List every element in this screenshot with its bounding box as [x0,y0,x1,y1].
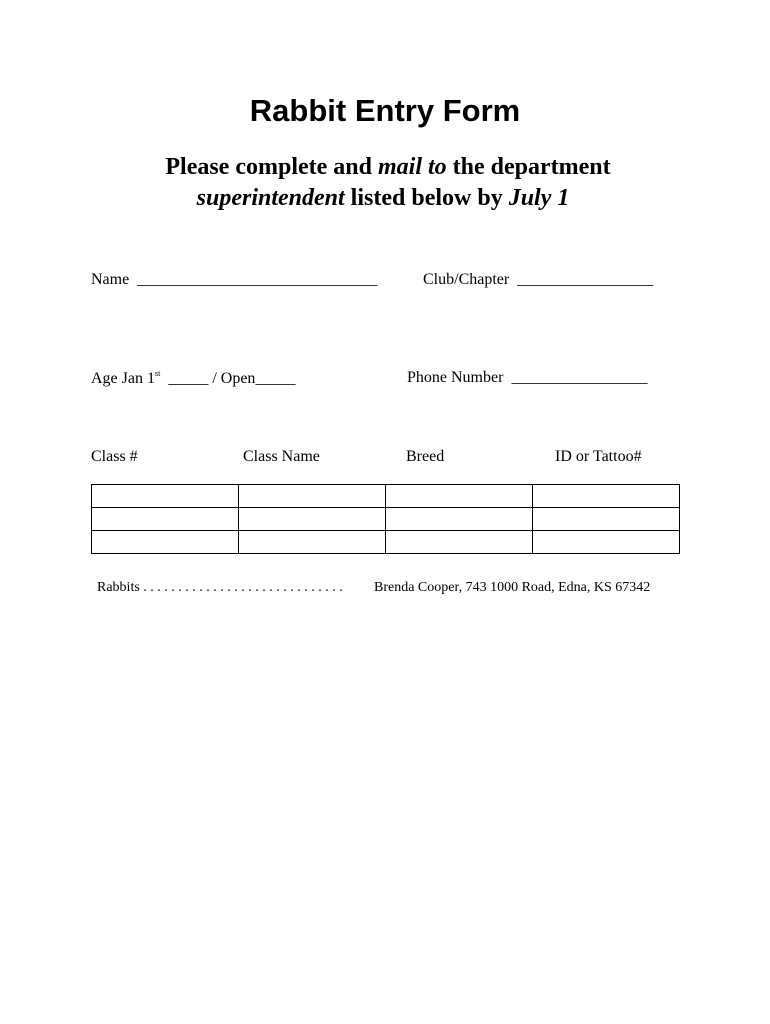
table-cell-class-number[interactable] [92,485,239,508]
table-cell-id-tattoo[interactable] [533,508,680,531]
open-label: / Open [208,370,256,387]
club-field[interactable]: _________________ [517,271,654,288]
table-row [92,508,680,531]
name-field[interactable]: ______________________________ [137,271,378,288]
table-cell-class-name[interactable] [239,485,386,508]
instructions-line-2 [0,185,768,212]
name-field-row [91,271,377,289]
column-header-class-number: Class # [91,448,138,465]
instructions-text: Please complete and [165,154,378,180]
phone-field-row [407,369,647,387]
age-field-row [91,369,295,388]
table-cell-id-tattoo[interactable] [533,485,680,508]
age-label-superscript: st [154,369,161,378]
table-cell-class-name[interactable] [239,531,386,554]
name-label: Name [91,271,130,288]
instructions-deadline: July 1 [508,185,570,211]
age-field[interactable]: _____ [168,370,209,387]
table-cell-class-number[interactable] [92,508,239,531]
open-field[interactable]: _____ [255,370,296,387]
instructions-text: the department [446,154,611,180]
table-cell-class-number[interactable] [92,531,239,554]
phone-field[interactable]: _________________ [511,369,648,386]
table-cell-id-tattoo[interactable] [533,531,680,554]
phone-label: Phone Number [407,369,504,386]
table-cell-class-name[interactable] [239,508,386,531]
footer-department: Rabbits . . . . . . . . . . . . . . . . . . . . . . . . . . . . . [97,580,343,595]
column-header-class-name: Class Name [243,448,320,465]
table-row [92,531,680,554]
column-header-id-tattoo: ID or Tattoo# [555,448,642,465]
club-field-row [423,271,653,289]
footer-superintendent-address: Brenda Cooper, 743 1000 Road, Edna, KS 67342 [374,580,651,595]
instructions-emphasis: superintendent [196,185,345,211]
instructions-emphasis: mail to [377,154,447,180]
instructions-line-1 [3,154,770,181]
club-label: Club/Chapter [423,271,510,288]
form-title: Rabbit Entry Form [249,93,521,128]
table-cell-breed[interactable] [386,485,533,508]
table-row [92,485,680,508]
table-cell-breed[interactable] [386,508,533,531]
age-label: Age Jan 1 [91,370,155,387]
table-cell-breed[interactable] [386,531,533,554]
instructions-text: listed below by [344,185,509,211]
column-header-breed: Breed [406,448,445,465]
entry-table [91,484,680,554]
